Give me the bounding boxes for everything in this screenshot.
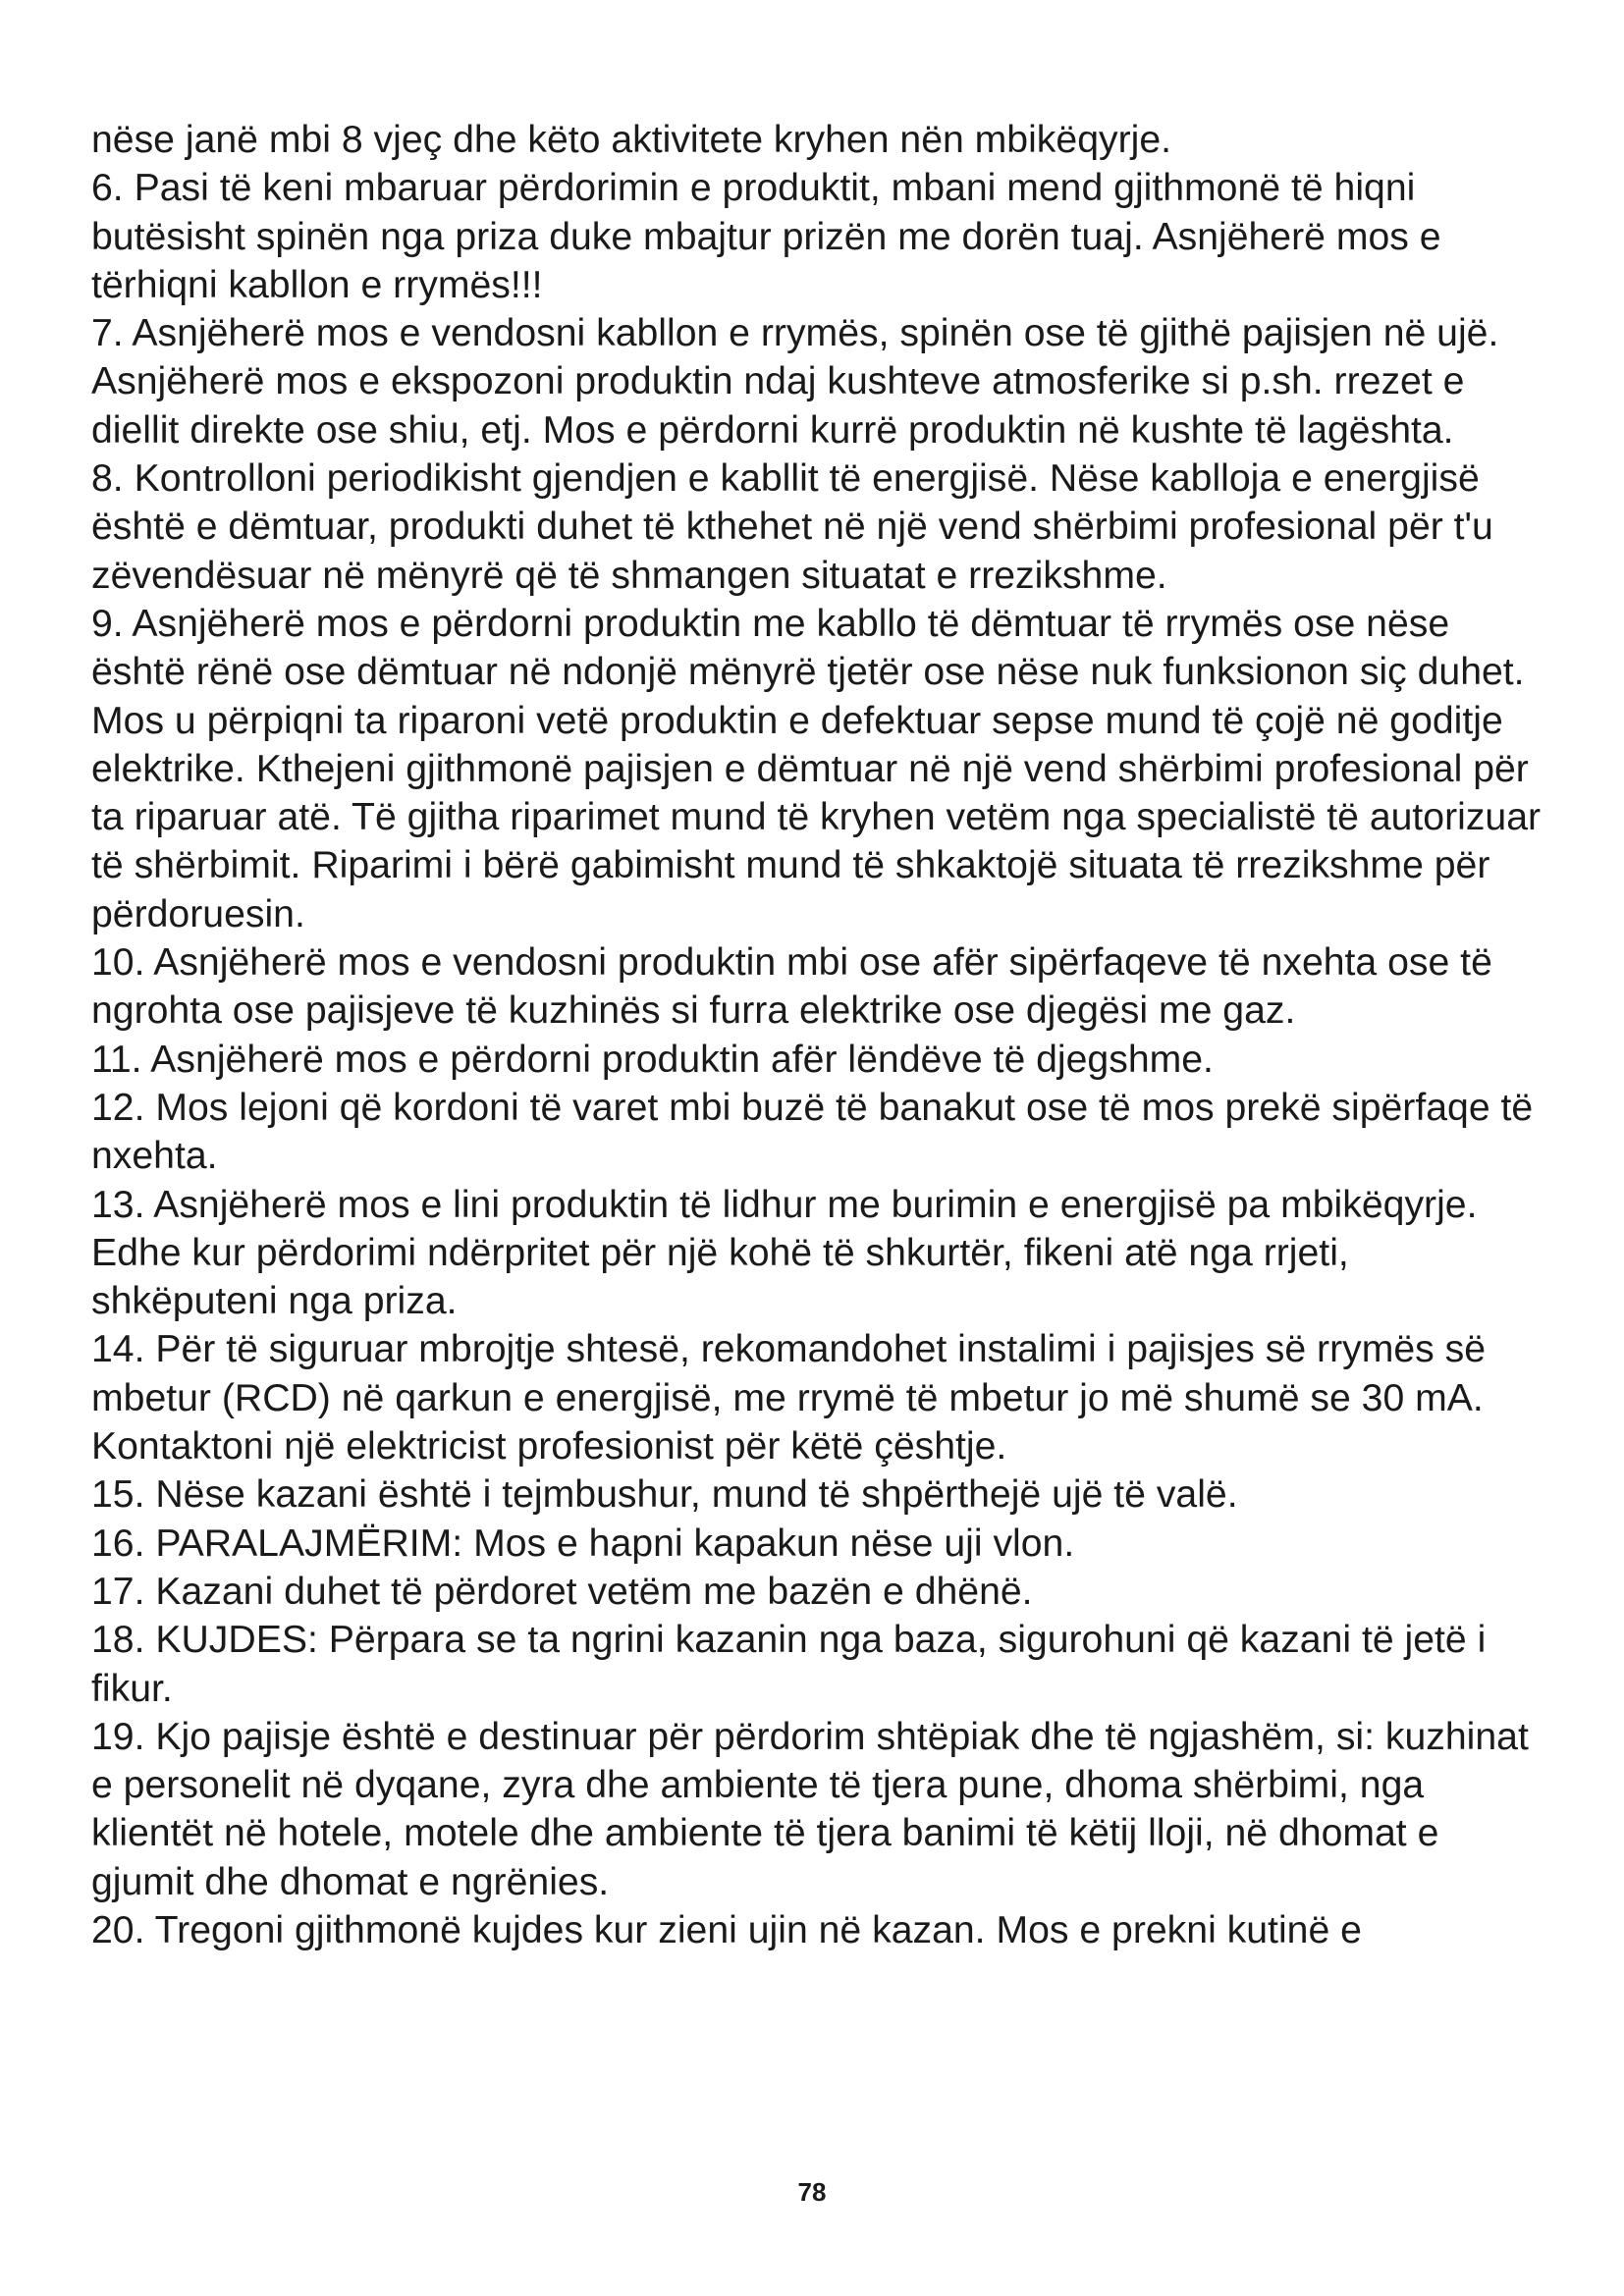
list-item-13: 13. Asnjëherë mos e lini produktin të lidhur me burimin e energjisë pa mbikëqyrje. Edhe kur përdorimi ndërpritet për një kohë të shkurtër, fikeni atë nga rrjeti, shkëputeni nga priza. (91, 1183, 1478, 1323)
list-item-6: 6. Pasi të keni mbaruar përdorimin e produktit, mbani mend gjithmonë të hiqni butësisht spinën nga priza duke mbajtur prizën me dorën tuaj. Asnjëherë mos e tërhiqni kabllon e rrymës!!! (91, 167, 1441, 306)
list-item-14: 14. Për të siguruar mbrojtje shtesë, rekomandohet instalimi i pajisjes së rrymës së mbetur (RCD) në qarkun e energjisë, me rrymë të mbetur jo më shumë se 30 mA. Kontaktoni një elektricist profesionist për këtë çështje. (91, 1328, 1487, 1468)
list-item-17: 17. Kazani duhet të përdoret vetëm me bazën e dhënë. (91, 1570, 1033, 1613)
list-item-7: 7. Asnjëherë mos e vendosni kabllon e rrymës, spinën ose të gjithë pajisjen në ujë. Asnjëherë mos e ekspozoni produktin ndaj kushteve atmosferike si p.sh. rrezet e diellit direkte ose shiu, etj. Mos e përdorni kurrë produktin në kushte të lagështa. (91, 312, 1499, 452)
list-item-8: 8. Kontrolloni periodikisht gjendjen e kabllit të energjisë. Nëse kabllоja e energjisë është e dëmtuar, produkti duhet të kthehet në një vend shërbimi profesional për t'u zëvendësuar në mënyrë që të shmangen situatat e rrezikshme. (91, 457, 1493, 597)
list-item-18: 18. KUJDES: Përpara se ta ngrini kazanin nga baza, sigurohuni që kazani të jetë i fikur. (91, 1619, 1487, 1710)
list-item-10: 10. Asnjëherë mos e vendosni produktin mbi ose afër sipërfaqeve të nxehta ose të ngrohta ose pajisjeve të kuzhinës si furra elektrike ose djegësi me gaz. (91, 941, 1492, 1033)
list-item-19: 19. Kjo pajisje është e destinuar për përdorim shtëpiak dhe të ngjashëm, si: kuzhinat e personelit në dyqane, zyra dhe ambiente të tjera pune, dhoma shërbimi, nga klientët në hotele, motele dhe ambiente të tjera banimi të këtij lloji, në dhomat e gjumit dhe dhomat e ngrënies. (91, 1715, 1529, 1903)
page-body (91, 116, 1544, 1954)
list-item-20: 20. Tregoni gjithmonë kujdes kur zieni ujin në kazan. Mos e prekni kutinë e (91, 1908, 1362, 1951)
list-item-15: 15. Nëse kazani është i tejmbushur, mund të shpërthejë ujë të valë. (91, 1473, 1238, 1517)
list-item-11: 11. Asnjëherë mos e përdorni produktin afër lëndëve të djegshme. (91, 1038, 1214, 1081)
page-number: 78 (797, 2177, 827, 2207)
list-item-16: 16. PARALAJMËRIM: Mos e hapni kapakun nëse uji vlon. (91, 1522, 1075, 1565)
list-item-9: 9. Asnjëherë mos e përdorni produktin me kabllo të dëmtuar të rrymës ose nëse është rënë ose dëmtuar në ndonjë mënyrë tjetër ose nëse nuk funksionon siç duhet. Mos u përpiqni ta riparoni vetë produktin e defektuar sepse mund të çojë në goditje elektrike. Kthejeni gjithmonë pajisjen e dëmtuar në një vend shërbimi profesional për ta riparuar atë. Të gjitha riparimet mund të kryhen vetëm nga specialistë të autorizuar të shërbimit. Riparimi i bërë gabimisht mund të shkaktojë situata të rrezikshme për përdoruesin. (91, 602, 1542, 935)
intro-paragraph: nëse janë mbi 8 vjeç dhe këto aktivitete kryhen nën mbikëqyrje. (91, 119, 1172, 161)
list-item-12: 12. Mos lejoni që kordoni të varet mbi buzë të banakut ose të mos prekë sipërfaqe të nxehta. (91, 1086, 1534, 1178)
